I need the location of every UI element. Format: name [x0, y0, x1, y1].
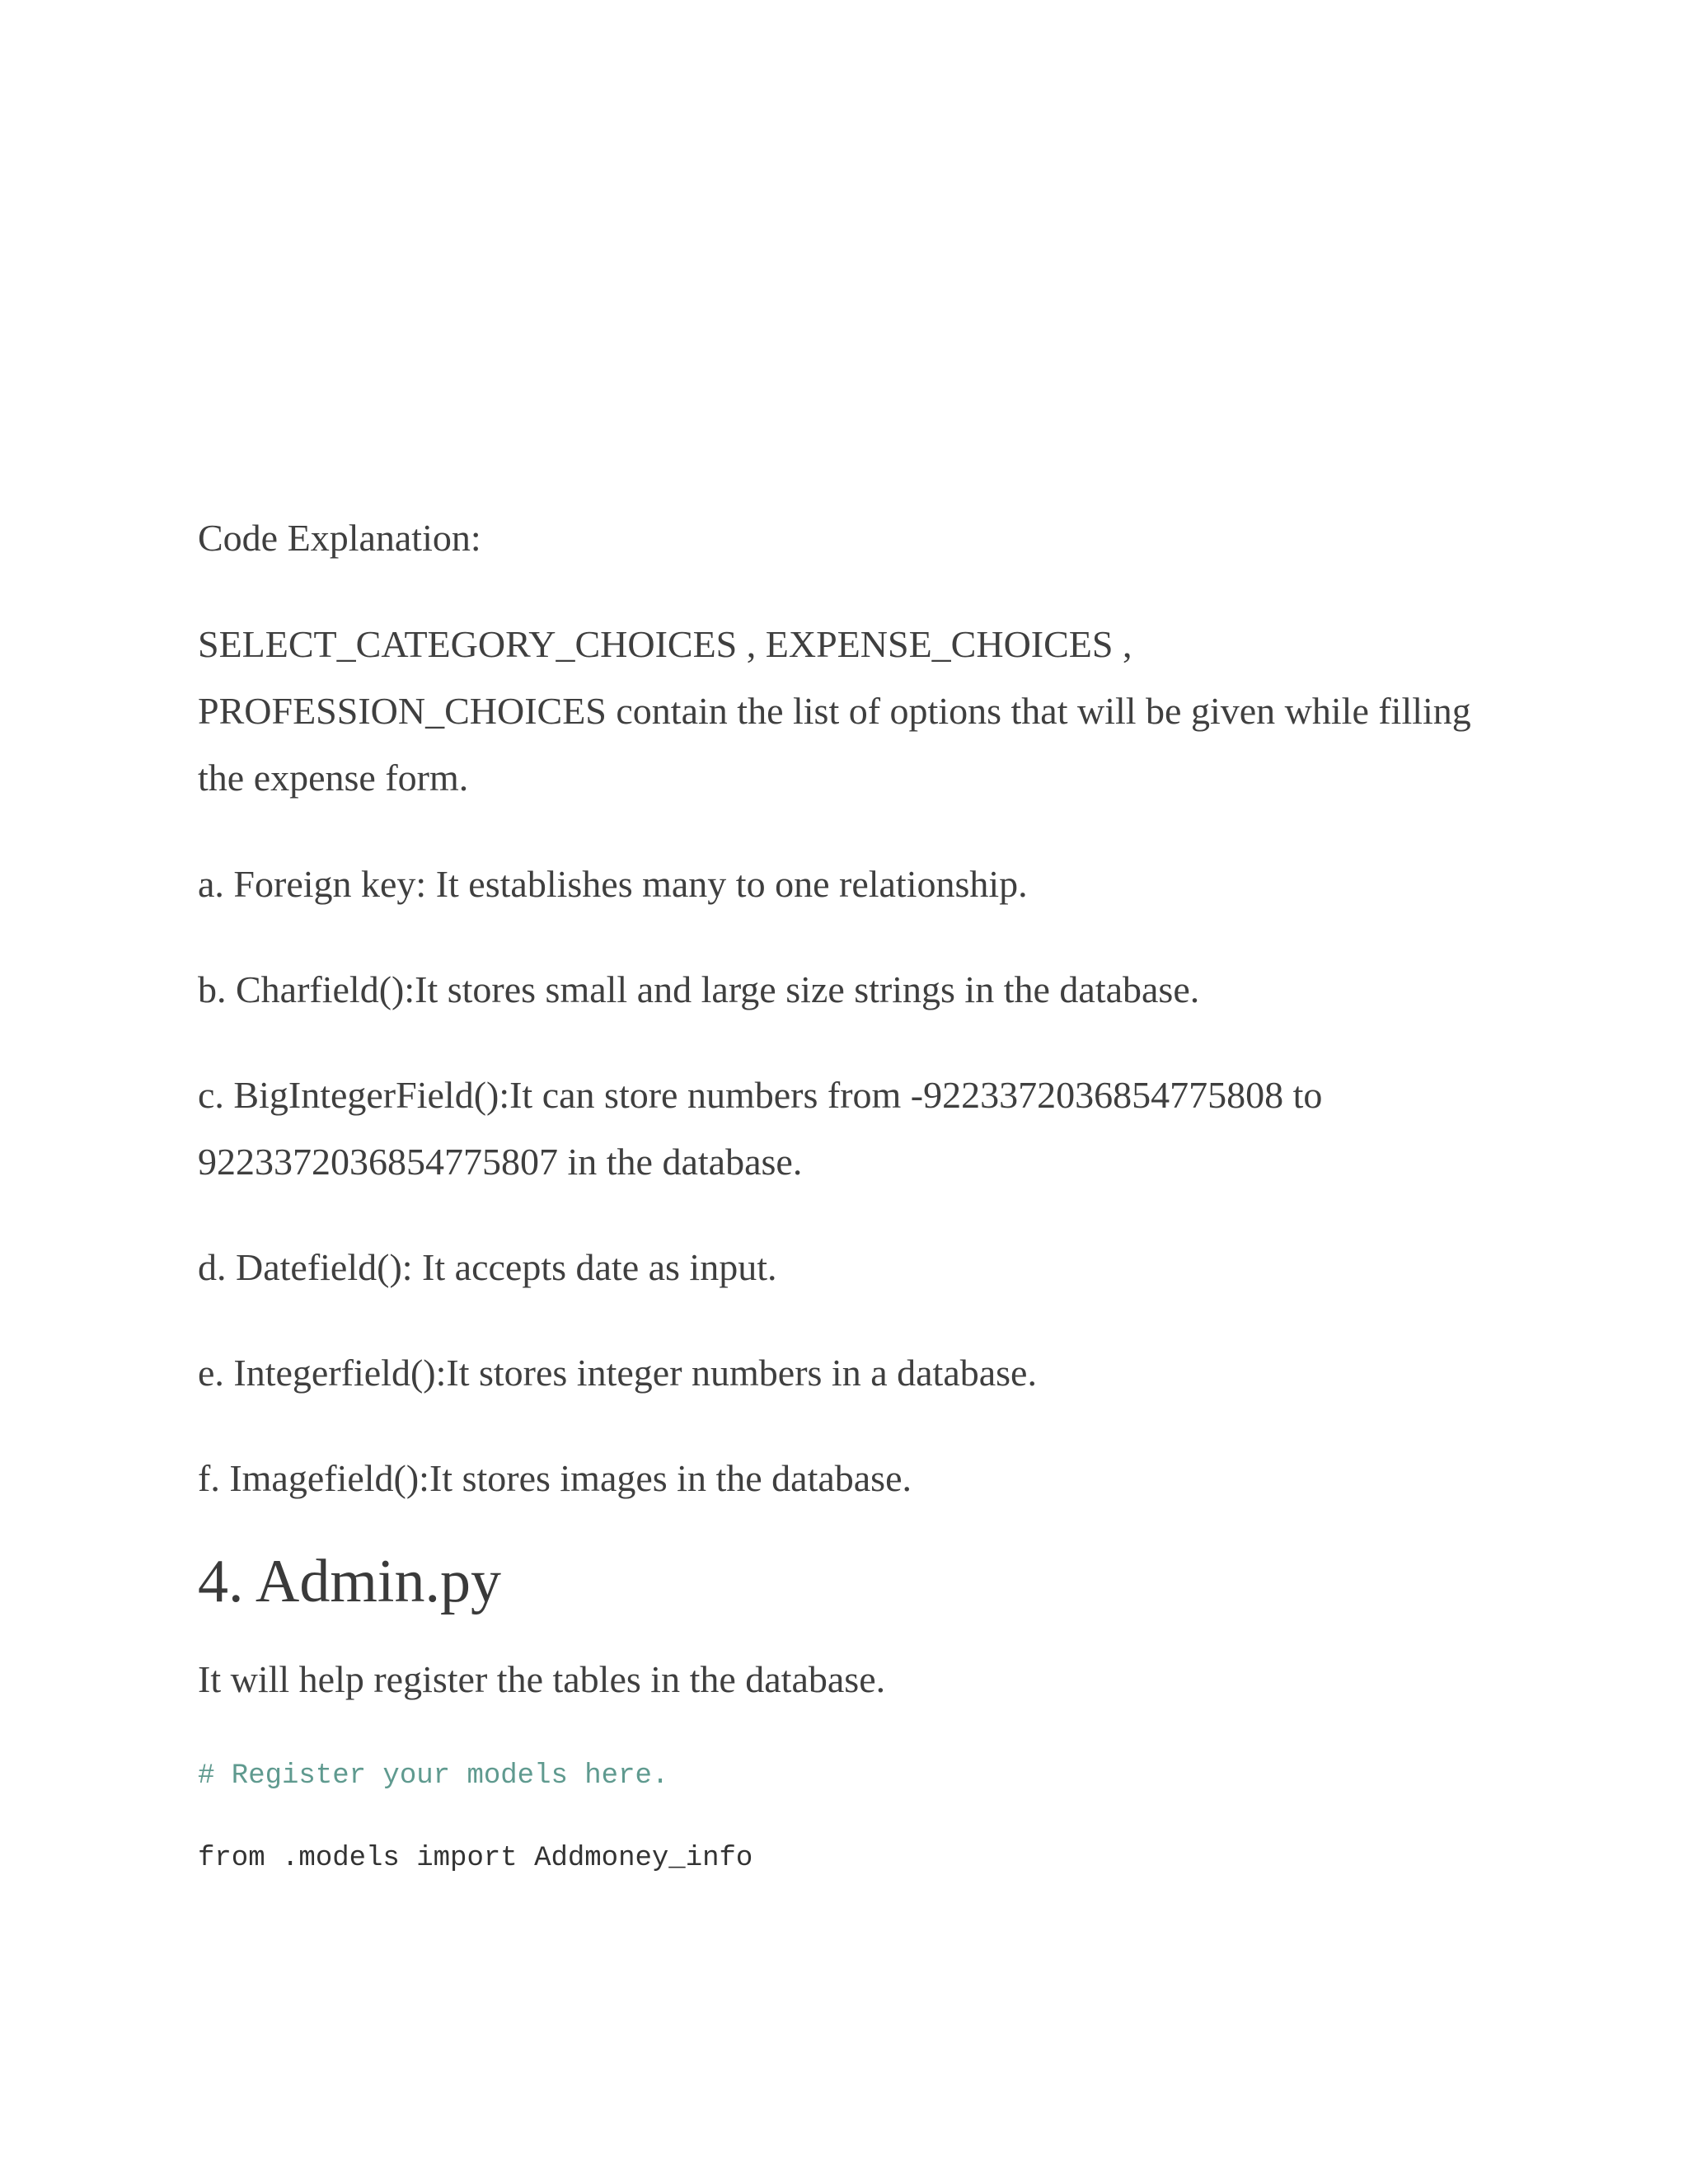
spacer [198, 917, 1517, 956]
code-import-line: from .models import Addmoney_info [198, 1843, 753, 1874]
intro-label: Code Explanation: [198, 517, 481, 559]
spacer [198, 1620, 1517, 1646]
spacer [198, 1023, 1517, 1062]
list-item-charfield: b. Charfield():It stores small and large size strings in the database. [198, 968, 1200, 1010]
spacer [198, 1406, 1517, 1445]
spacer [198, 811, 1517, 851]
spacer [198, 1301, 1517, 1339]
list-item-foreign-key: a. Foreign key: It establishes many to one relationship. [198, 863, 1028, 905]
section-heading: 4. Admin.py [198, 1548, 501, 1615]
spacer [198, 1511, 1517, 1543]
list-item-datefield: d. Datefield(): It accepts date as input. [198, 1246, 777, 1288]
spacer [198, 1195, 1517, 1234]
spacer [198, 1713, 1517, 1756]
spacer [198, 571, 1517, 611]
section-description: It will help register the tables in the database. [198, 1658, 886, 1700]
list-item-integerfield: e. Integerfield():It stores integer numbers in a database. [198, 1352, 1037, 1394]
spacer [198, 1796, 1517, 1839]
document-content [198, 504, 1517, 1878]
code-comment-line: # Register your models here. [198, 1760, 669, 1792]
list-item-imagefield: f. Imagefield():It stores images in the database. [198, 1457, 912, 1499]
choices-paragraph: SELECT_CATEGORY_CHOICES , EXPENSE_CHOICES , PROFESSION_CHOICES contain the list of options that will be given while filling the expense form. [198, 623, 1471, 799]
list-item-bigintegerfield: c. BigIntegerField():It can store numbers from -9223372036854775808 to 9223372036854775807 in the database. [198, 1074, 1323, 1183]
